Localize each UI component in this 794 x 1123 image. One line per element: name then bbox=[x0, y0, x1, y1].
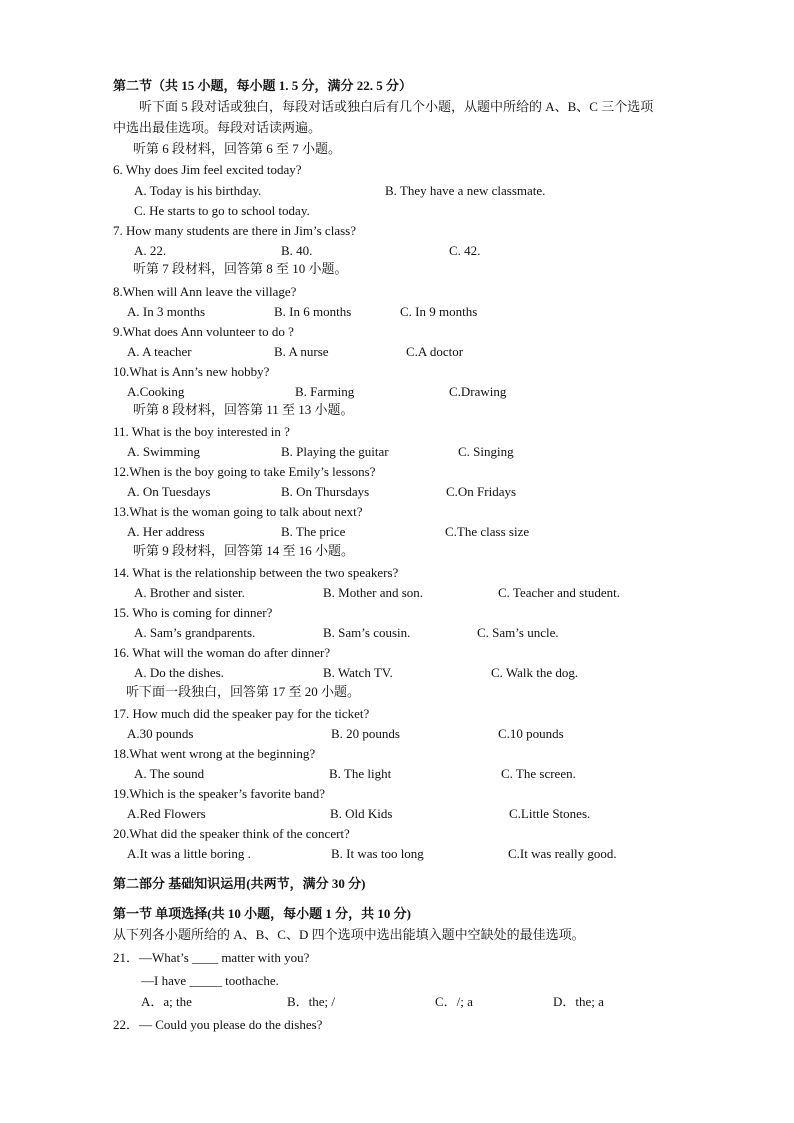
question-18-option-b[interactable]: B. The light bbox=[329, 766, 392, 781]
question-17-option-c[interactable]: C.10 pounds bbox=[498, 726, 564, 741]
question-12-option-b[interactable]: B. On Thursdays bbox=[281, 484, 370, 499]
question-8-option-c[interactable]: C. In 9 months bbox=[400, 304, 478, 319]
question-13-stem: 13.What is the woman going to talk about next? bbox=[113, 504, 363, 519]
question-12-stem: 12.When is the boy going to take Emily’s lessons? bbox=[113, 464, 376, 479]
question-16-option-c[interactable]: C. Walk the dog. bbox=[491, 665, 579, 680]
question-15-stem: 15. Who is coming for dinner? bbox=[113, 605, 273, 620]
question-13-option-a[interactable]: A. Her address bbox=[127, 524, 205, 539]
material-9-label: 听第 9 段材料，回答第 14 至 16 小题。 bbox=[133, 543, 355, 558]
question-19-option-b[interactable]: B. Old Kids bbox=[330, 806, 393, 821]
question-14-option-b[interactable]: B. Mother and son. bbox=[323, 585, 424, 600]
question-21-option-b[interactable]: B．the; / bbox=[287, 994, 336, 1009]
question-11-option-b[interactable]: B. Playing the guitar bbox=[281, 444, 389, 459]
question-16-option-a[interactable]: A. Do the dishes. bbox=[134, 665, 224, 680]
question-6-stem: 6. Why does Jim feel excited today? bbox=[113, 162, 302, 177]
material-10-label: 听下面一段独白，回答第 17 至 20 小题。 bbox=[126, 684, 361, 699]
question-10-stem: 10.What is Ann’s new hobby? bbox=[113, 364, 270, 379]
question-14-option-c[interactable]: C. Teacher and student. bbox=[498, 585, 620, 600]
question-16-option-b[interactable]: B. Watch TV. bbox=[323, 665, 393, 680]
subsection-instructions: 从下列各小题所给的 A、B、C、D 四个选项中选出能填入题中空缺处的最佳选项。 bbox=[113, 927, 585, 942]
section-instructions-line2: 中选出最佳选项。每段对话读两遍。 bbox=[113, 120, 322, 135]
question-11-option-c[interactable]: C. Singing bbox=[458, 444, 514, 459]
question-8-option-a[interactable]: A. In 3 months bbox=[127, 304, 205, 319]
question-11-option-a[interactable]: A. Swimming bbox=[127, 444, 200, 459]
question-11-stem: 11. What is the boy interested in ? bbox=[113, 424, 290, 439]
question-15-option-a[interactable]: A. Sam’s grandparents. bbox=[134, 625, 256, 640]
question-22-line1: 22．— Could you please do the dishes? bbox=[113, 1017, 323, 1032]
question-6-option-b[interactable]: B. They have a new classmate. bbox=[385, 183, 546, 198]
question-12-option-c[interactable]: C.On Fridays bbox=[446, 484, 517, 499]
question-20-option-c[interactable]: C.It was really good. bbox=[508, 846, 617, 861]
question-13-option-c[interactable]: C.The class size bbox=[445, 524, 530, 539]
question-21-line2: —I have _____ toothache. bbox=[141, 973, 279, 988]
question-21-option-a[interactable]: A．a; the bbox=[141, 994, 192, 1009]
question-6-option-a[interactable]: A. Today is his birthday. bbox=[134, 183, 262, 198]
question-7-option-b[interactable]: B. 40. bbox=[281, 243, 313, 258]
question-14-stem: 14. What is the relationship between the two speakers? bbox=[113, 565, 399, 580]
question-20-stem: 20.What did the speaker think of the concert? bbox=[113, 826, 350, 841]
question-17-option-b[interactable]: B. 20 pounds bbox=[331, 726, 400, 741]
question-10-option-b[interactable]: B. Farming bbox=[295, 384, 355, 399]
question-12-option-a[interactable]: A. On Tuesdays bbox=[127, 484, 211, 499]
question-20-option-b[interactable]: B. It was too long bbox=[331, 846, 424, 861]
question-8-stem: 8.When will Ann leave the village? bbox=[113, 284, 297, 299]
question-9-option-b[interactable]: B. A nurse bbox=[274, 344, 329, 359]
question-17-option-a[interactable]: A.30 pounds bbox=[127, 726, 194, 741]
question-7-stem: 7. How many students are there in Jim’s class? bbox=[113, 223, 356, 238]
question-17-stem: 17. How much did the speaker pay for the ticket? bbox=[113, 706, 370, 721]
question-18-stem: 18.What went wrong at the beginning? bbox=[113, 746, 316, 761]
question-14-option-a[interactable]: A. Brother and sister. bbox=[134, 585, 245, 600]
question-7-option-a[interactable]: A. 22. bbox=[134, 243, 167, 258]
subsection-heading: 第一节 单项选择(共 10 小题，每小题 1 分，共 10 分) bbox=[113, 906, 411, 921]
question-7-option-c[interactable]: C. 42. bbox=[449, 243, 481, 258]
part-heading: 第二部分 基础知识运用(共两节，满分 30 分) bbox=[113, 876, 366, 891]
question-16-stem: 16. What will the woman do after dinner? bbox=[113, 645, 331, 660]
question-15-option-b[interactable]: B. Sam’s cousin. bbox=[323, 625, 411, 640]
question-10-option-c[interactable]: C.Drawing bbox=[449, 384, 507, 399]
question-19-option-c[interactable]: C.Little Stones. bbox=[509, 806, 591, 821]
question-18-option-c[interactable]: C. The screen. bbox=[501, 766, 576, 781]
question-6-option-c[interactable]: C. He starts to go to school today. bbox=[134, 203, 310, 218]
question-21-line1: 21．—What’s ____ matter with you? bbox=[113, 950, 310, 965]
question-9-option-c[interactable]: C.A doctor bbox=[406, 344, 464, 359]
section-heading: 第二节（共 15 小题，每小题 1. 5 分，满分 22. 5 分） bbox=[113, 78, 413, 93]
material-6-label: 听第 6 段材料，回答第 6 至 7 小题。 bbox=[133, 141, 342, 156]
section-instructions-line1: 听下面 5 段对话或独白，每段对话或独白后有几个小题，从题中所给的 A、B、C 三个选项 bbox=[139, 99, 654, 114]
question-8-option-b[interactable]: B. In 6 months bbox=[274, 304, 352, 319]
question-19-option-a[interactable]: A.Red Flowers bbox=[127, 806, 206, 821]
question-9-stem: 9.What does Ann volunteer to do ? bbox=[113, 324, 294, 339]
question-19-stem: 19.Which is the speaker’s favorite band? bbox=[113, 786, 326, 801]
question-9-option-a[interactable]: A. A teacher bbox=[127, 344, 192, 359]
material-8-label: 听第 8 段材料，回答第 11 至 13 小题。 bbox=[133, 402, 354, 417]
material-7-label: 听第 7 段材料，回答第 8 至 10 小题。 bbox=[133, 261, 348, 276]
question-10-option-a[interactable]: A.Cooking bbox=[127, 384, 185, 399]
question-21-option-d[interactable]: D．the; a bbox=[553, 994, 604, 1009]
question-18-option-a[interactable]: A. The sound bbox=[134, 766, 205, 781]
question-15-option-c[interactable]: C. Sam’s uncle. bbox=[477, 625, 559, 640]
question-13-option-b[interactable]: B. The price bbox=[281, 524, 346, 539]
question-20-option-a[interactable]: A.It was a little boring . bbox=[127, 846, 251, 861]
question-21-option-c[interactable]: C．/; a bbox=[435, 994, 473, 1009]
